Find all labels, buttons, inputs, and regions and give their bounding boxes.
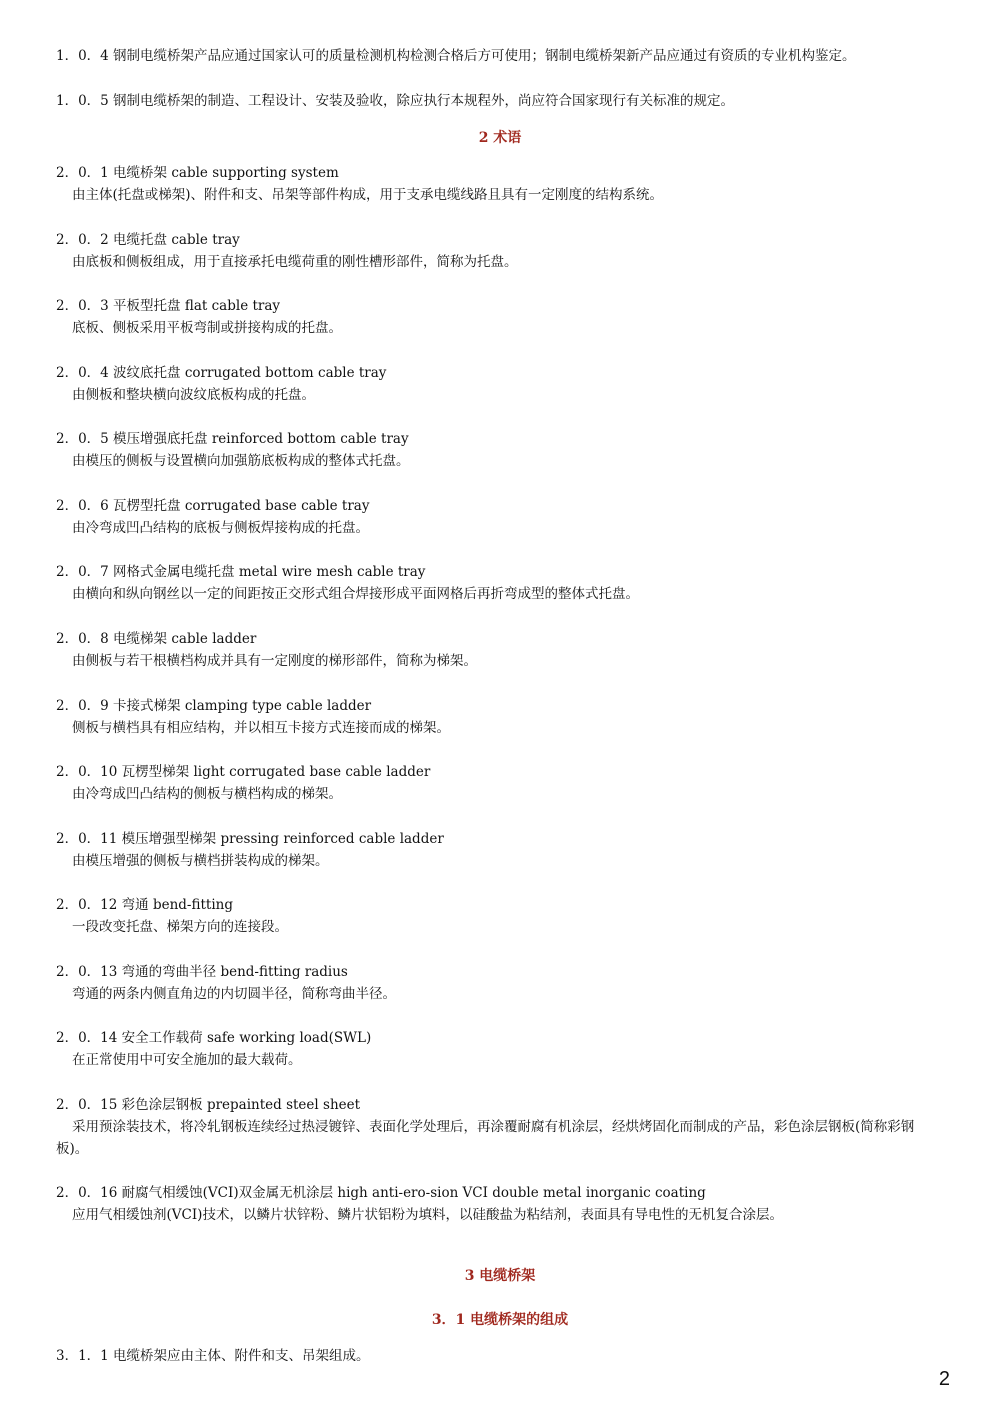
section-2-heading: 2 术语 xyxy=(478,130,522,146)
term-2-0-9 xyxy=(56,695,946,739)
term-title: 2．0．16 耐腐气相缓蚀(VCI)双金属无机涂层 high anti-ero-sion VCI double metal inorganic coating xyxy=(56,1185,706,1201)
term-title: 2．0．10 瓦楞型梯架 light corrugated base cable ladder xyxy=(56,764,431,780)
term-2-0-1 xyxy=(56,162,946,206)
term-2-0-2 xyxy=(56,229,946,273)
term-title: 2．0．4 波纹底托盘 corrugated bottom cable tray xyxy=(56,365,387,381)
term-definition: 一段改变托盘、梯架方向的连接段。 xyxy=(72,919,288,935)
term-title: 2．0．2 电缆托盘 cable tray xyxy=(56,232,240,248)
clause-3-1-1: 3．1．1 电缆桥架应由主体、附件和支、吊架组成。 xyxy=(56,1348,370,1364)
term-title: 2．0．6 瓦楞型托盘 corrugated base cable tray xyxy=(56,498,370,514)
term-definition: 由冷弯成凹凸结构的侧板与横档构成的梯架。 xyxy=(72,786,342,802)
term-2-0-14 xyxy=(56,1027,946,1071)
term-definition: 由侧板和整块横向波纹底板构成的托盘。 xyxy=(72,387,315,403)
term-2-0-11 xyxy=(56,828,946,872)
term-definition: 由横向和纵向钢丝以一定的间距按正交形式组合焊接形成平面网格后再折弯成型的整体式托盘。 xyxy=(72,586,639,602)
term-2-0-12 xyxy=(56,894,946,938)
term-2-0-13 xyxy=(56,961,946,1005)
term-definition: 侧板与横档具有相应结构，并以相互卡接方式连接而成的梯架。 xyxy=(72,720,450,736)
term-title: 2．0．7 网格式金属电缆托盘 metal wire mesh cable tray xyxy=(56,564,426,580)
term-title: 2．0．1 电缆桥架 cable supporting system xyxy=(56,165,339,181)
term-definition: 由底板和侧板组成，用于直接承托电缆荷重的刚性槽形部件，简称为托盘。 xyxy=(72,254,518,270)
term-title: 2．0．12 弯通 bend-fitting xyxy=(56,897,233,913)
term-definition: 在正常使用中可安全施加的最大载荷。 xyxy=(72,1052,302,1068)
term-title: 2．0．3 平板型托盘 flat cable tray xyxy=(56,298,281,314)
term-title: 2．0．8 电缆梯架 cable ladder xyxy=(56,631,257,647)
term-2-0-4 xyxy=(56,362,946,406)
term-2-0-3 xyxy=(56,295,946,339)
term-2-0-7 xyxy=(56,561,946,605)
term-definition: 由模压的侧板与设置横向加强筋底板构成的整体式托盘。 xyxy=(72,453,410,469)
clause-1-0-5: 1．0．5 钢制电缆桥架的制造、工程设计、安装及验收，除应执行本规程外，尚应符合国家现行有关标准的规定。 xyxy=(56,93,735,109)
term-title: 2．0．5 模压增强底托盘 reinforced bottom cable tray xyxy=(56,431,409,447)
term-title: 2．0．13 弯通的弯曲半径 bend-fitting radius xyxy=(56,964,348,980)
term-title: 2．0．11 模压增强型梯架 pressing reinforced cable ladder xyxy=(56,831,444,847)
term-2-0-10 xyxy=(56,761,946,805)
clause-1-0-4: 1．0．4 钢制电缆桥架产品应通过国家认可的质量检测机构检测合格后方可使用；钢制电缆桥架新产品应通过有资质的专业机构鉴定。 xyxy=(56,48,856,64)
term-2-0-8 xyxy=(56,628,946,672)
term-2-0-15 xyxy=(56,1094,946,1160)
term-definition: 底板、侧板采用平板弯制或拼接构成的托盘。 xyxy=(72,320,342,336)
term-2-0-5 xyxy=(56,428,946,472)
term-2-0-16 xyxy=(56,1182,946,1226)
term-title: 2．0．14 安全工作载荷 safe working load(SWL) xyxy=(56,1030,372,1046)
term-definition: 弯通的两条内侧直角边的内切圆半径，简称弯曲半径。 xyxy=(72,986,396,1002)
page-number: 2 xyxy=(938,1368,950,1390)
term-definition: 由侧板与若干根横档构成并具有一定刚度的梯形部件，简称为梯架。 xyxy=(72,653,477,669)
term-definition: 由冷弯成凹凸结构的底板与侧板焊接构成的托盘。 xyxy=(72,520,369,536)
term-2-0-6 xyxy=(56,495,946,539)
term-title: 2．0．15 彩色涂层钢板 prepainted steel sheet xyxy=(56,1097,361,1113)
section-3-1-heading: 3．1 电缆桥架的组成 xyxy=(431,1312,569,1328)
term-definition: 采用预涂装技术，将冷轧钢板连续经过热浸镀锌、表面化学处理后，再涂覆耐腐有机涂层，经烘烤固化而制成的产品，彩色涂层钢板(简称彩钢板)。 xyxy=(56,1119,915,1157)
section-3-heading: 3 电缆桥架 xyxy=(464,1268,536,1284)
term-definition: 由模压增强的侧板与横档拼装构成的梯架。 xyxy=(72,853,329,869)
term-definition: 由主体(托盘或梯架)、附件和支、吊架等部件构成，用于支承电缆线路且具有一定刚度的结构系统。 xyxy=(72,187,664,203)
term-definition: 应用气相缓蚀剂(VCI)技术，以鳞片状锌粉、鳞片状铝粉为填料，以硅酸盐为粘结剂，表面具有导电性的无机复合涂层。 xyxy=(72,1207,783,1223)
term-title: 2．0．9 卡接式梯架 clamping type cable ladder xyxy=(56,698,372,714)
